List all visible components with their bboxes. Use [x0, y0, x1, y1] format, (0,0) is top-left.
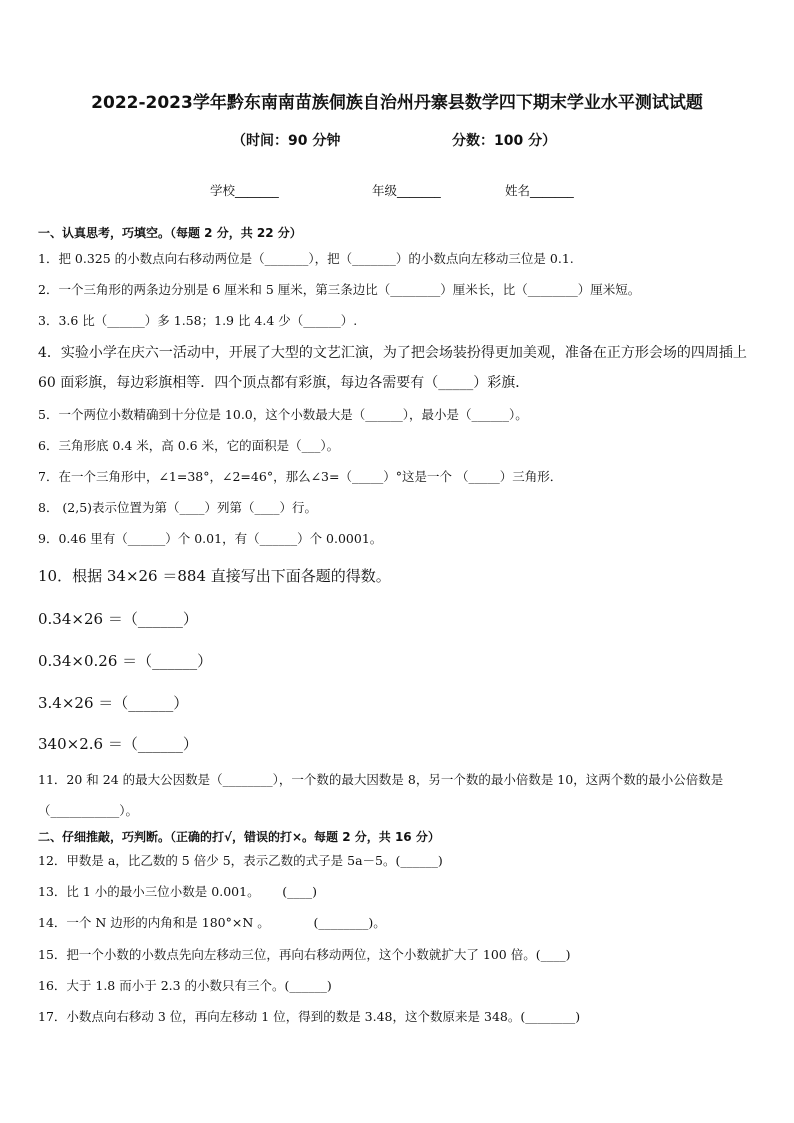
- question-5: 5．一个两位小数精确到十分位是 10.0，这个小数最大是（______），最小是（______）。: [38, 407, 528, 422]
- calc-item-4: 340×2.6 ＝（______）: [38, 735, 198, 753]
- time-limit: （时间：90 分钟: [232, 133, 341, 149]
- question-13: 13．比 1 小的最小三位小数是 0.001。 (____): [38, 884, 318, 899]
- question-7: 7．在一个三角形中，∠1=38°，∠2=46°，那么∠3=（_____）°这是一个 （_____）三角形．: [38, 469, 563, 484]
- calc-item-1: 0.34×26 ＝（______）: [38, 610, 198, 628]
- section-heading-fill-blank: 一、认真思考，巧填空。（每题 2 分，共 22 分）: [38, 226, 302, 240]
- section-heading-true-false: 二、仔细推敲，巧判断。（正确的打√，错误的打×。每题 2 分，共 16 分）: [38, 830, 440, 844]
- question-16: 16．大于 1.8 而小于 2.3 的小数只有三个。(______): [38, 978, 332, 993]
- question-3: 3．3.6 比（______）多 1.58；1.9 比 4.4 少（______）.: [38, 313, 358, 328]
- calc-item-2: 0.34×0.26 ＝（______）: [38, 652, 213, 670]
- total-score: 分数：100 分）: [452, 133, 557, 149]
- question-12: 12．甲数是 a，比乙数的 5 倍少 5，表示乙数的式子是 5a－5。(______): [38, 853, 443, 868]
- question-15: 15．把一个小数的小数点先向左移动三位，再向右移动两位，这个小数就扩大了 100 倍。(____): [38, 947, 571, 962]
- question-1: 1．把 0.325 的小数点向右移动两位是（_______），把（_______）的小数点向左移动三位是 0.1.: [38, 251, 574, 266]
- question-6: 6．三角形底 0.4 米，高 0.6 米，它的面积是（___）。: [38, 438, 340, 453]
- school-field: 学校_______: [210, 183, 279, 198]
- grade-field: 年级_______: [372, 183, 441, 198]
- question-11: 11．20 和 24 的最大公因数是（________），一个数的最大因数是 8，另一个数的最小倍数是 10，这两个数的最小公倍数是（___________）。: [38, 772, 724, 818]
- question-9: 9．0.46 里有（______）个 0.01，有（______）个 0.0001。: [38, 531, 383, 546]
- question-10: 10．根据 34×26 ＝884 直接写出下面各题的得数。: [38, 567, 391, 585]
- name-field: 姓名_______: [505, 183, 574, 198]
- question-8: 8． (2,5)表示位置为第（____）列第（____）行。: [38, 500, 318, 515]
- calc-item-3: 3.4×26 ＝（______）: [38, 694, 189, 712]
- page-title: 2022-2023学年黔东南南苗族侗族自治州丹寨县数学四下期末学业水平测试试题: [91, 93, 703, 113]
- question-4: 4．实验小学在庆六一活动中，开展了大型的文艺汇演，为了把会场装扮得更加美观，准备在正方形会场的四周插上 60 面彩旗，每边彩旗相等．四个顶点都有彩旗，每边各需要有（_____）彩旗．: [38, 345, 747, 391]
- question-17: 17．小数点向右移动 3 位，再向左移动 1 位，得到的数是 3.48，这个数原来是 348。(________): [38, 1009, 581, 1024]
- question-14: 14．一个 N 边形的内角和是 180°×N 。 (________)。: [38, 915, 386, 930]
- question-2: 2．一个三角形的两条边分别是 6 厘米和 5 厘米，第三条边比（________）厘米长，比（________）厘米短。: [38, 282, 641, 297]
